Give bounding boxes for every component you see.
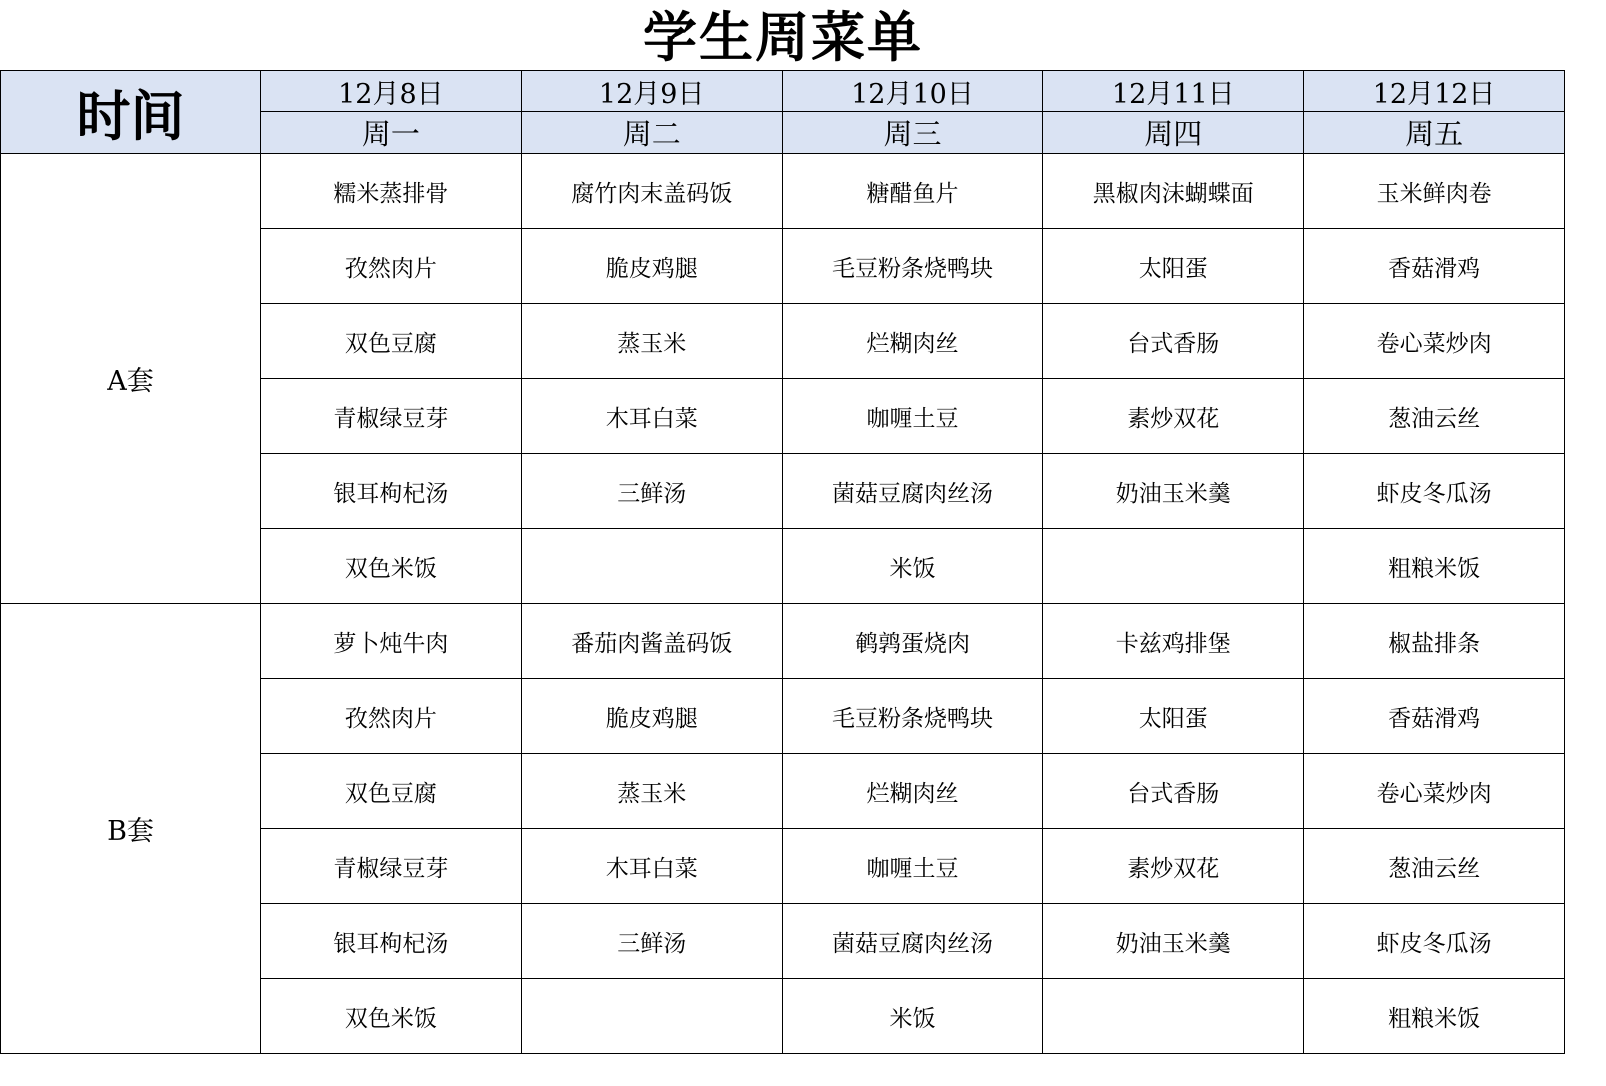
dish-cell: 糖醋鱼片 [782,154,1043,229]
dish-cell: 台式香肠 [1043,304,1304,379]
dish-cell: 糯米蒸排骨 [261,154,522,229]
date-header-cell: 12月12日 [1304,71,1565,112]
dish-cell: 玉米鲜肉卷 [1304,154,1565,229]
dish-cell: 太阳蛋 [1043,679,1304,754]
table-row [1,154,1565,229]
set-label: B套 [1,604,261,1054]
dish-cell: 咖喱土豆 [782,829,1043,904]
dish-cell: 粗粮米饭 [1304,979,1565,1054]
dish-cell: 毛豆粉条烧鸭块 [782,229,1043,304]
dish-cell: 双色米饭 [261,979,522,1054]
dish-cell: 孜然肉片 [261,679,522,754]
date-header-cell: 12月9日 [521,71,782,112]
dish-cell: 番茄肉酱盖码饭 [521,604,782,679]
dish-cell: 烂糊肉丝 [782,304,1043,379]
dish-cell: 双色豆腐 [261,304,522,379]
dish-cell: 米饭 [782,529,1043,604]
dish-cell [521,529,782,604]
dish-cell: 咖喱土豆 [782,379,1043,454]
dish-cell: 鹌鹑蛋烧肉 [782,604,1043,679]
menu-table [0,70,1565,1054]
dish-cell: 孜然肉片 [261,229,522,304]
dish-cell: 葱油云丝 [1304,829,1565,904]
dish-cell: 三鲜汤 [521,904,782,979]
weekday-header-cell: 周二 [521,112,782,154]
dish-cell: 卡兹鸡排堡 [1043,604,1304,679]
weekday-header-cell: 周四 [1043,112,1304,154]
dish-cell: 虾皮冬瓜汤 [1304,904,1565,979]
dish-cell: 蒸玉米 [521,304,782,379]
dish-cell: 脆皮鸡腿 [521,679,782,754]
dish-cell: 萝卜炖牛肉 [261,604,522,679]
dish-cell: 素炒双花 [1043,379,1304,454]
dish-cell: 脆皮鸡腿 [521,229,782,304]
dish-cell: 奶油玉米羹 [1043,454,1304,529]
date-header-row [1,71,1565,112]
time-header: 时间 [1,71,261,154]
dish-cell: 烂糊肉丝 [782,754,1043,829]
dish-cell: 木耳白菜 [521,379,782,454]
dish-cell: 菌菇豆腐肉丝汤 [782,454,1043,529]
dish-cell: 卷心菜炒肉 [1304,304,1565,379]
dish-cell [1043,979,1304,1054]
dish-cell: 双色米饭 [261,529,522,604]
dish-cell: 黑椒肉沫蝴蝶面 [1043,154,1304,229]
dish-cell: 素炒双花 [1043,829,1304,904]
dish-cell: 香菇滑鸡 [1304,679,1565,754]
dish-cell: 台式香肠 [1043,754,1304,829]
date-header-cell: 12月8日 [261,71,522,112]
date-header-cell: 12月11日 [1043,71,1304,112]
dish-cell: 菌菇豆腐肉丝汤 [782,904,1043,979]
dish-cell: 奶油玉米羹 [1043,904,1304,979]
weekday-header-cell: 周五 [1304,112,1565,154]
dish-cell: 香菇滑鸡 [1304,229,1565,304]
dish-cell: 椒盐排条 [1304,604,1565,679]
dish-cell: 青椒绿豆芽 [261,829,522,904]
dish-cell: 虾皮冬瓜汤 [1304,454,1565,529]
dish-cell: 米饭 [782,979,1043,1054]
page-title: 学生周菜单 [643,5,923,69]
table-row [1,604,1565,679]
dish-cell: 葱油云丝 [1304,379,1565,454]
set-label: A套 [1,154,261,604]
dish-cell: 青椒绿豆芽 [261,379,522,454]
date-header-cell: 12月10日 [782,71,1043,112]
dish-cell: 粗粮米饭 [1304,529,1565,604]
dish-cell: 三鲜汤 [521,454,782,529]
dish-cell [521,979,782,1054]
dish-cell: 双色豆腐 [261,754,522,829]
dish-cell: 银耳枸杞汤 [261,454,522,529]
dish-cell: 卷心菜炒肉 [1304,754,1565,829]
weekday-header-cell: 周一 [261,112,522,154]
dish-cell: 腐竹肉末盖码饭 [521,154,782,229]
dish-cell: 蒸玉米 [521,754,782,829]
dish-cell [1043,529,1304,604]
dish-cell: 木耳白菜 [521,829,782,904]
dish-cell: 太阳蛋 [1043,229,1304,304]
dish-cell: 银耳枸杞汤 [261,904,522,979]
weekday-header-cell: 周三 [782,112,1043,154]
dish-cell: 毛豆粉条烧鸭块 [782,679,1043,754]
